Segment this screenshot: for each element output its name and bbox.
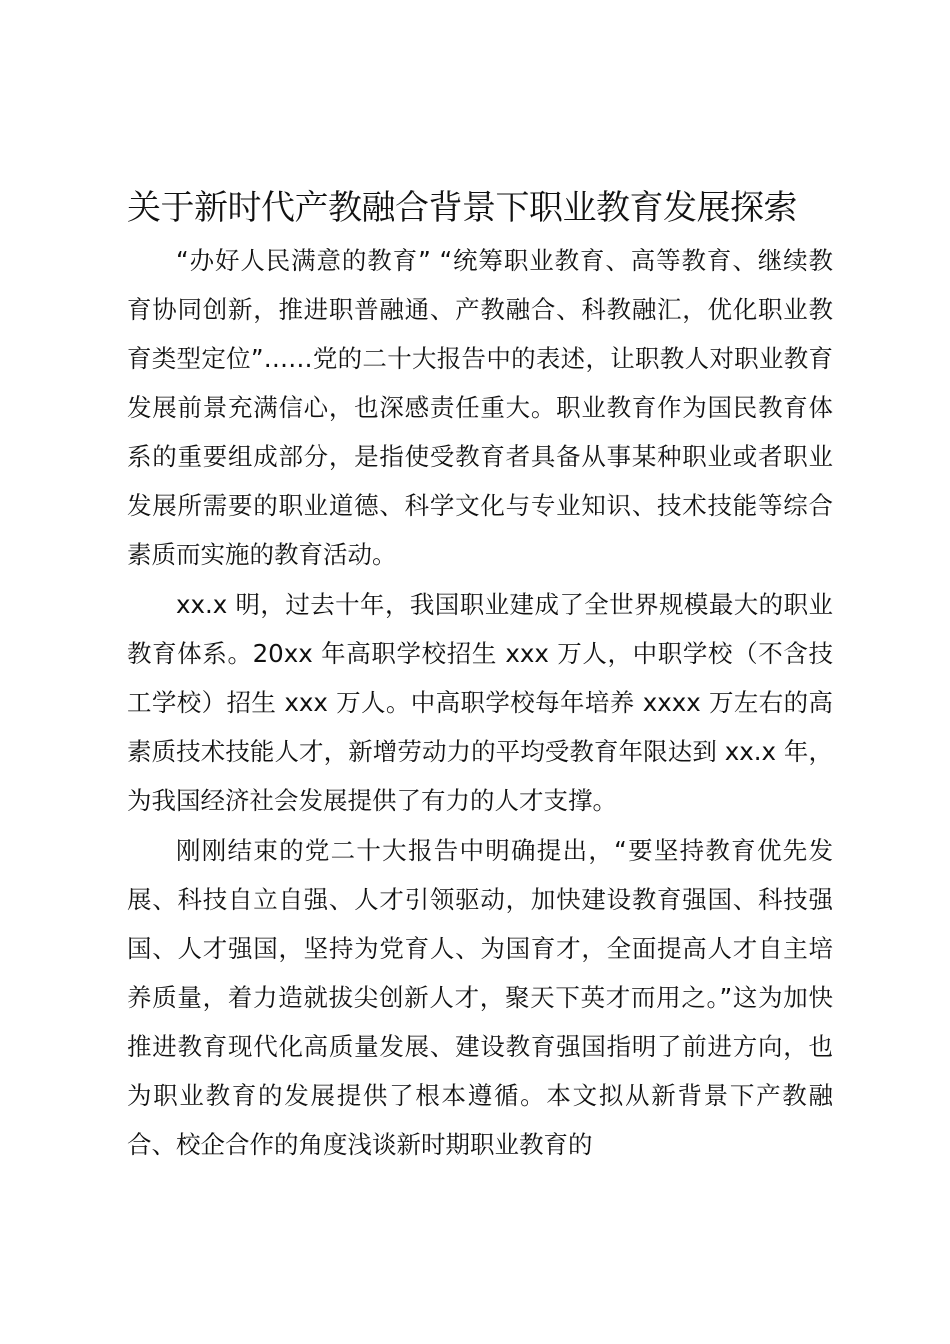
paragraph-intro: “办好人民满意的教育” “统筹职业教育、高等教育、继续教育协同创新，推进职普融通、产教融合、科教融汇，优化职业教育类型定位”……党的二十大报告中的表述，让职教人对职业教育发展前景充满信心，也深感责任重大。职业教育作为国民教育体系的重要组成部分，是指使受教育者具备从事某种职业或者职业发展所需要的职业道德、科学文化与专业知识、技术技能等综合素质而实施的教育活动。 bbox=[127, 246, 833, 569]
paragraph-statistics: xx.x 明，过去十年，我国职业建成了全世界规模最大的职业教育体系。20xx 年高职学校招生 xxx 万人，中职学校（不含技工学校）招生 xxx 万人。中高职学校每年培养 xxxx 万左右的高素质技术技能人才，新增劳动力的平均受教育年限达到 xx.x 年，为我国经济社会发展提供了有力的人才支撑。 bbox=[127, 590, 833, 815]
document-body bbox=[127, 180, 833, 1169]
paragraph-report: 刚刚结束的党二十大报告中明确提出，“要坚持教育优先发展、科技自立自强、人才引领驱动，加快建设教育强国、科技强国、人才强国，坚持为党育人、为国育才，全面提高人才自主培养质量，着力造就拔尖创新人才，聚天下英才而用之。”这为加快推进教育现代化高质量发展、建设教育强国指明了前进方向，也为职业教育的发展提供了根本遵循。本文拟从新背景下产教融合、校企合作的角度浅谈新时期职业教育的 bbox=[127, 836, 833, 1159]
document-title: 关于新时代产教融合背景下职业教育发展探索 bbox=[127, 188, 797, 228]
